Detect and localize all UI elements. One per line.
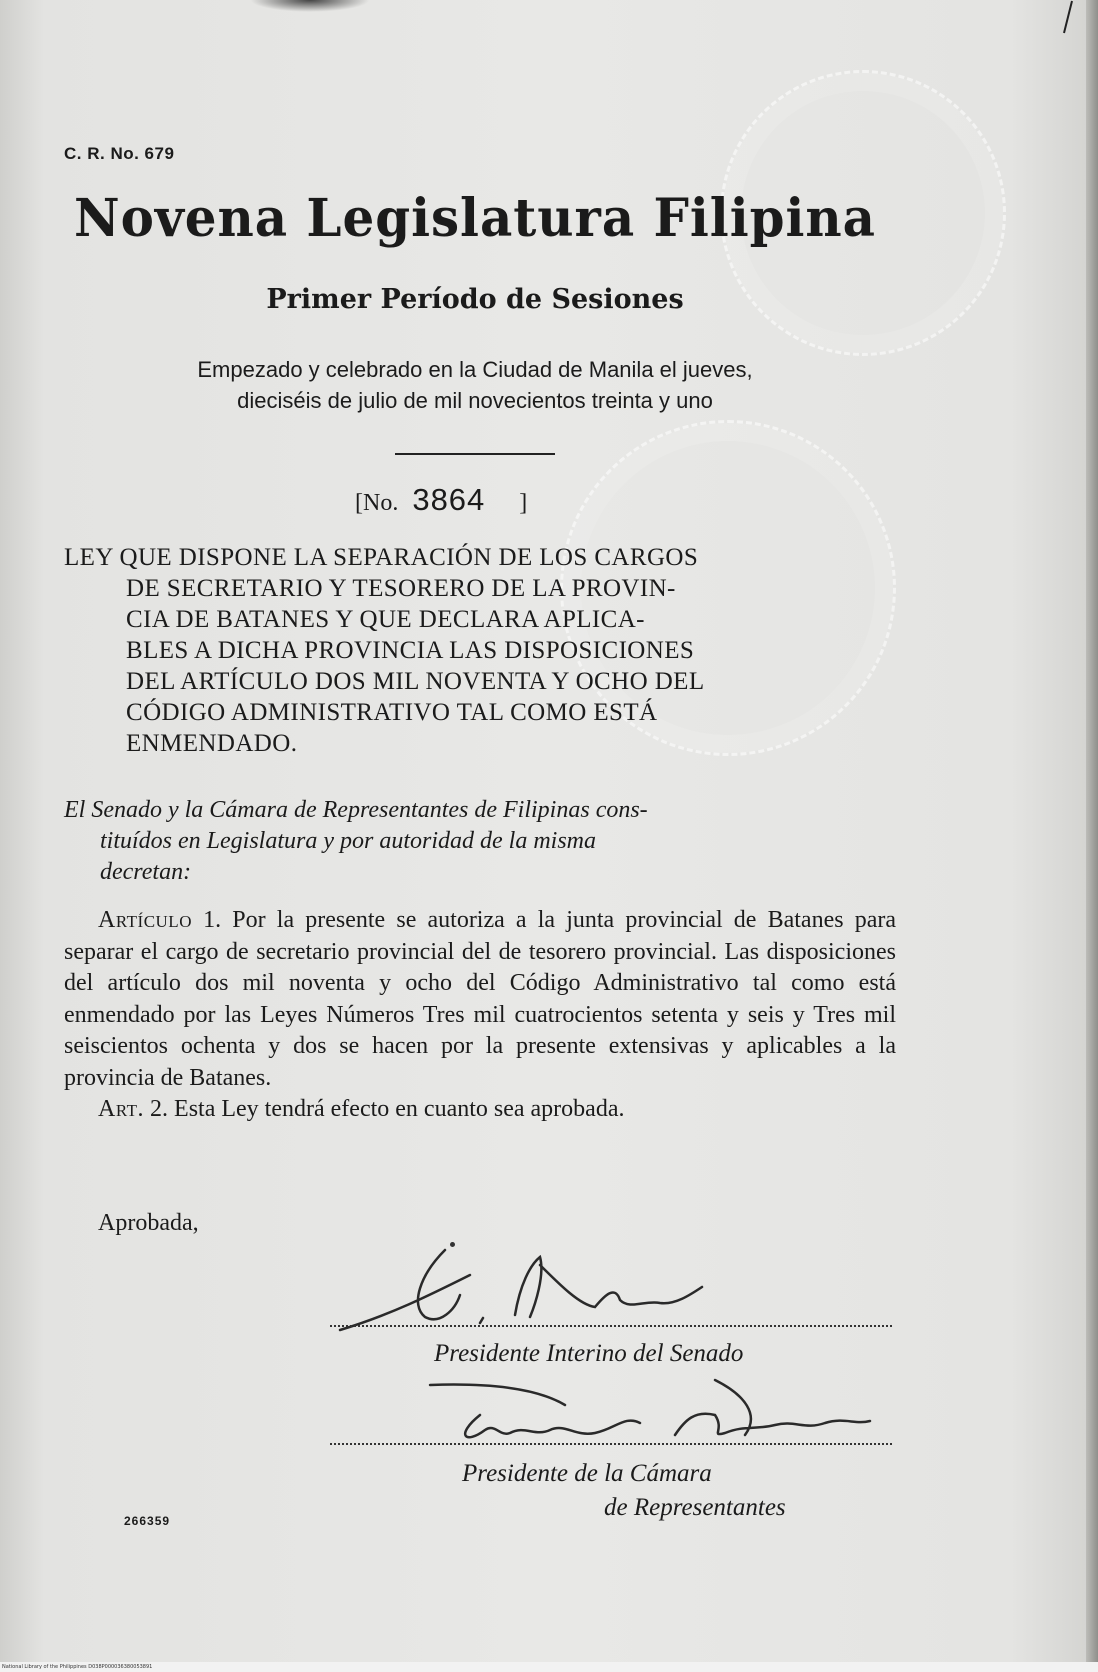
heading-line: BLES A DICHA PROVINCIA LAS DISPOSICIONES	[126, 637, 695, 664]
article-2	[64, 1094, 896, 1126]
article-label: Art.	[98, 1096, 145, 1122]
signature-line	[330, 1443, 892, 1445]
act-number-prefix: [No.	[355, 490, 399, 516]
article-text: 2. Esta Ley tendrá efecto en cuanto sea aprobada.	[150, 1096, 625, 1122]
heading-line: ENMENDADO.	[126, 730, 298, 757]
signature-caption: Presidente Interino del Senado	[434, 1340, 744, 1367]
signature-caption: Presidente de la Cámara	[462, 1460, 712, 1487]
signature-caption: de Representantes	[604, 1494, 786, 1521]
heading-line: CIA DE BATANES Y QUE DECLARA APLICA-	[126, 606, 645, 633]
heading-line: LEY QUE DISPONE LA SEPARACIÓN DE LOS CARGOS	[64, 544, 699, 571]
act-heading	[64, 542, 900, 759]
article-1	[64, 905, 896, 1094]
act-number-value: 3864	[412, 482, 486, 517]
enacting-line: tituídos en Legislatura y por autoridad de la misma	[100, 828, 597, 854]
enacting-line: El Senado y la Cámara de Representantes de Filipinas cons-	[64, 797, 648, 823]
document-subtitle: Primer Período de Sesiones	[266, 284, 684, 315]
page-edge	[1086, 0, 1098, 1672]
signature-line	[330, 1325, 892, 1327]
heading-line: DEL ARTÍCULO DOS MIL NOVENTA Y OCHO DEL	[126, 668, 705, 695]
heading-line: DE SECRETARIO Y TESORERO DE LA PROVIN-	[126, 575, 676, 602]
intro-line: dieciséis de julio de mil novecientos treinta y uno	[237, 388, 713, 413]
article-text: 1. Por la presente se autoriza a la junta provincial de Batanes para separar el cargo de secretario provincial del de tesorero provincial. Las disposiciones del artículo dos mil noventa y ocho del Código Administrativo tal como está enmendado por las Leyes Números Tres mil cuatrocientos setenta y seis y Tres mil seiscientos ochenta y dos se hacen por la presente extensivas y aplicables a la provincia de Batanes.	[64, 907, 897, 1091]
cr-number: C. R. No. 679	[64, 144, 175, 163]
serial-number: 266359	[124, 1514, 171, 1528]
act-body	[64, 905, 896, 1126]
archive-footer: National Library of the Philippines D038P000036380053891	[0, 1662, 1098, 1672]
act-number	[355, 482, 527, 518]
document-title: Novena Legislatura Filipina	[73, 188, 876, 249]
article-label: Artículo	[98, 907, 192, 933]
page-shadow	[250, 0, 370, 12]
divider	[395, 453, 555, 455]
session-intro	[0, 354, 950, 416]
enacting-line: decretan:	[100, 859, 192, 885]
enacting-clause	[64, 795, 900, 888]
act-number-suffix: ]	[519, 490, 528, 516]
approved-label: Aprobada,	[98, 1210, 199, 1236]
heading-line: CÓDIGO ADMINISTRATIVO TAL COMO ESTÁ	[126, 699, 658, 726]
signature-senate-president	[330, 1245, 760, 1335]
pen-mark	[1060, 0, 1074, 34]
intro-line: Empezado y celebrado en la Ciudad de Manila el jueves,	[197, 357, 753, 382]
